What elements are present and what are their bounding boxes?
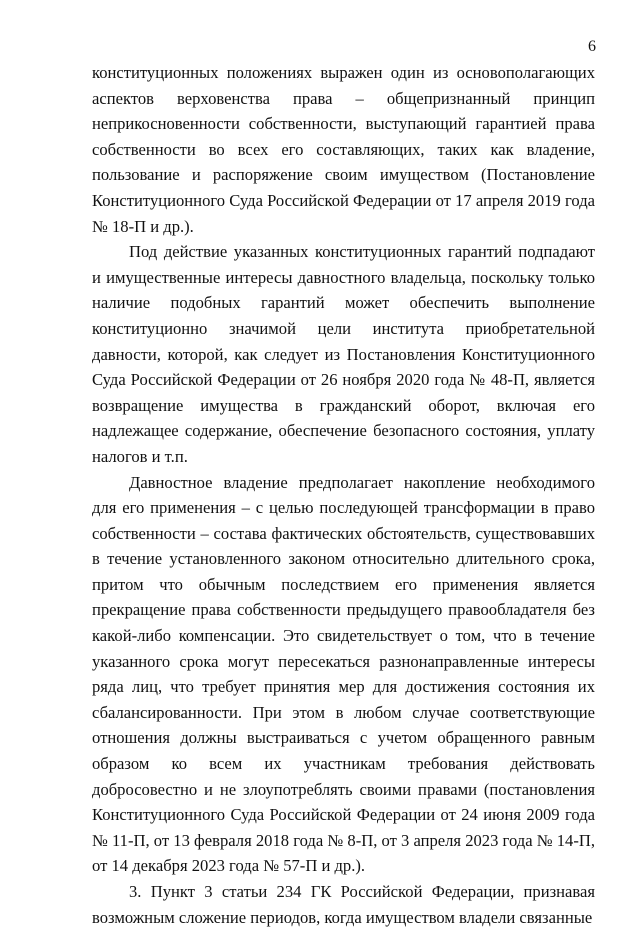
paragraph-section-3: 3. Пункт 3 статьи 234 ГК Российской Федерации, признавая возможным сложение периодов, когда имуществом владели связанные <box>92 882 595 927</box>
paragraph: Давностное владение предполагает накопление необходимого для его применения – с целью последующей трансформации в право собственности – состава фактических обстоятельств, существовавших в течение установленного законом относительно длительного срока, притом что обычным последствием его применения является прекращение права собственности предыдущего правообладателя без какой-либо компенсации. Это свидетельствует о том, что в течение указанного срока могут пересекаться разнонаправленные интересы ряда лиц, что требует принятия мер для достижения состояния их сбалансированности. При этом в любом случае соответствующие отношения должны выстраиваться с учетом обращенного равным образом ко всем их участникам требования действовать добросовестно и не злоупотреблять своими правами (постановления Конституционного Суда Российской Федерации от 24 июня 2009 года № 11-П, от 13 февраля 2018 года № 8-П, от 3 апреля 2023 года № 14-П, от 14 декабря 2023 года № 57-П и др.). <box>92 472 595 876</box>
document-body <box>92 60 595 930</box>
page-number: 6 <box>588 38 596 55</box>
paragraph: Под действие указанных конституционных гарантий подпадают и имущественные интересы давностного владельца, поскольку только наличие подобных гарантий может обеспечить выполнение конституционно значимой цели института приобретательной давности, которой, как следует из Постановления Конституционного Суда Российской Федерации от 26 ноября 2020 года № 48-П, является возвращение имущества в гражданский оборот, включая его надлежащее содержание, обеспечение безопасного состояния, уплату налогов и т.п. <box>92 242 595 466</box>
paragraph-continuation: конституционных положениях выражен один из основополагающих аспектов верховенства права – общепризнанный принцип неприкосновенности собственности, выступающий гарантией права собственности во всех его составляющих, таких как владение, пользование и распоряжение своим имуществом (Постановление Конституционного Суда Российской Федерации от 17 апреля 2019 года № 18-П и др.). <box>92 63 595 236</box>
